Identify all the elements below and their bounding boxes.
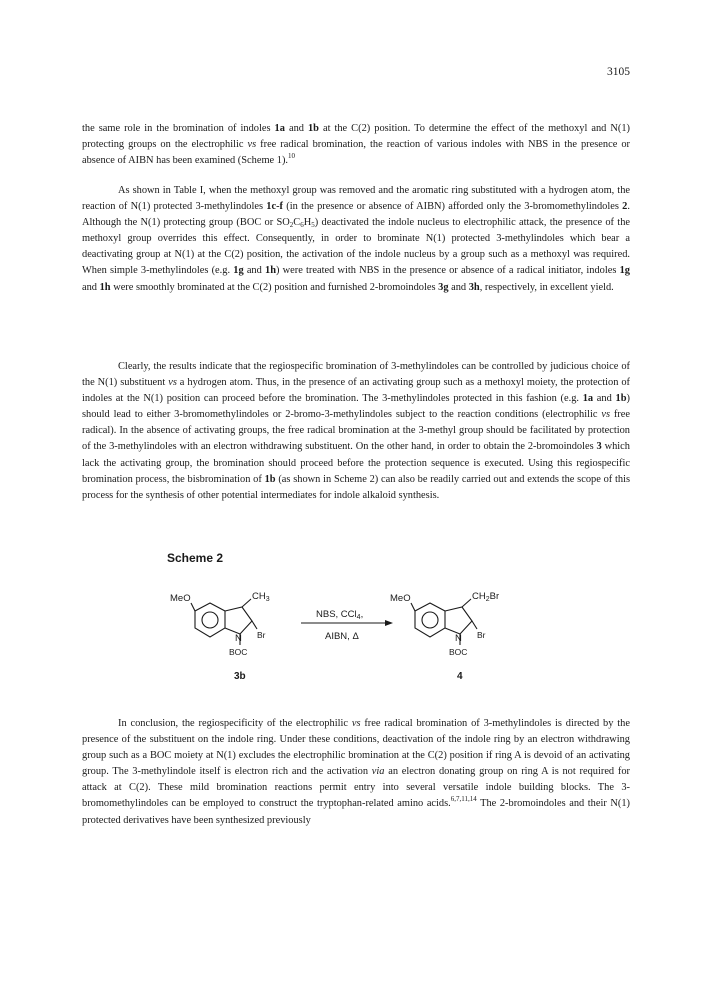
italic-vs: vs <box>601 409 610 421</box>
compound-ref: 1b <box>307 123 319 134</box>
ch3-label: $CH_3$ <box>252 591 270 603</box>
reagents-top: NBS, CCl$_4$, <box>316 609 364 621</box>
compound-ref: 1b <box>264 473 276 485</box>
text-run: and <box>243 265 266 277</box>
text-run: , respectively, in excellent yield. <box>479 281 614 293</box>
text-run: and <box>284 123 308 134</box>
text-run: In conclusion, the regiospecificity of the electrophilic <box>118 718 352 729</box>
subscript: 6 <box>300 221 304 230</box>
text-run: which lack the activating group, the bromination should proceed before the protection sequence is executed. Using this regiospecific bromination process, the bisbromination of <box>82 441 630 485</box>
reagents-bottom: AIBN, Δ <box>325 631 359 642</box>
text-run: (in the presence or absence of AIBN) afforded only the 3-bromomethylindoles <box>283 201 623 213</box>
italic-vs: vs <box>168 377 177 389</box>
text-run: the same role in the bromination of indoles <box>82 123 275 134</box>
text-run: free radical bromination, the reaction of various indoles with NBS in the presence or absence of AIBN has been examined (Scheme 1). <box>82 139 630 167</box>
text-run: free radical). In the absence of activating groups, the free radical bromination at the 3-methyl group should be facilitated by protection of the 3-methylindoles with an electron withdrawing substituent. On the other hand, in order to obtain the 2-bromoindoles <box>82 409 630 453</box>
text-run: As shown in Table I, when the methoxyl group was removed and the aromatic ring substituted with a hydrogen atom, the reaction of N(1) protected 3-methylindoles <box>82 185 630 213</box>
text-run: The 2-bromoindoles and their N(1) protected derivatives have been synthesized previously <box>82 798 630 826</box>
text-run: H <box>303 217 312 229</box>
meo-label: MeO <box>170 593 191 604</box>
compound-ref: 3h <box>468 281 480 293</box>
text-run: C <box>293 217 301 229</box>
text-run: ) deactivated the indole nucleus to electrophilic attack, the presence of the methoxyl group overrides this effect. Consequently, in order to brominate N(1) protected 3-methylindoles which bear a deactivating group at N(1) at the C(2) position, the activation of the indole nucleus by a group such as a methoxyl was required. When simple 3-methylindoles (e.g. <box>82 217 630 277</box>
compound-ref: 3g <box>438 281 449 293</box>
text-run: (as shown in Scheme 2) can also be readily carried out and extends the scope of this process for the synthesis of other potential intermediates for indole alkaloid synthesis. <box>82 473 631 501</box>
text-run: a hydrogen atom. Thus, in the presence of an activating group such as a methoxyl moiety, the protection of indoles at the N(1) position can proceed before the bromination. The 3-methylindoles protected in this fashion (e.g. <box>82 377 630 405</box>
compound-ref: 1h <box>99 281 111 293</box>
compound-ref: 1b <box>615 393 627 405</box>
br-label: Br <box>257 630 266 640</box>
meo-label: MeO <box>390 593 411 604</box>
compound-label-3b: 3b <box>234 671 246 682</box>
citation: 6,7,11,14 <box>450 795 477 804</box>
page-number: 3105 <box>607 66 630 78</box>
subscript: 5 <box>311 221 315 230</box>
text-run: . Although the N(1) protecting group (BOC or SO <box>82 201 630 229</box>
citation: 10 <box>288 152 296 161</box>
text-run: at the C(2) position. To determine the effect of the methoxyl and N(1) protecting groups on the electrophilic <box>82 123 630 151</box>
br-label: Br <box>477 630 486 640</box>
boc-label: BOC <box>449 647 468 657</box>
text-run: an electron donating group on ring A is not required for attack at C(2). These mild bromination reactions permit entry into several versatile indole building blocks. The 3-bromomethylindoles can be employed to construct the tryptophan-related amino acids. <box>82 766 630 810</box>
text-run: ) were treated with NBS in the presence or absence of a radical initiator, indoles <box>276 265 620 277</box>
text-run: and <box>593 393 616 405</box>
text-run: and <box>82 281 100 293</box>
subscript: 2 <box>289 221 294 230</box>
compound-ref: 1h <box>265 265 276 277</box>
compound-ref: 2 <box>622 201 628 213</box>
italic-via: via <box>371 766 385 778</box>
paragraph-4 <box>82 716 630 829</box>
compound-ref: 1c-f <box>266 201 284 213</box>
indole-structure-4 <box>411 599 477 645</box>
compound-ref: 1a <box>582 393 594 405</box>
scheme-title: Scheme 2 <box>167 551 224 565</box>
n-label: N <box>455 633 462 644</box>
compound-ref: 1a <box>274 123 285 134</box>
compound-ref: 1g <box>619 265 630 277</box>
indole-structure-3b <box>191 599 257 645</box>
compound-ref: 1g <box>233 265 244 277</box>
compound-ref: 3 <box>596 441 602 453</box>
text-run: ) should lead to either 3-bromomethylindoles or 2-bromo-3-methylindoles subject to the reaction conditions (electrophilic <box>82 393 630 421</box>
italic-vs: vs <box>247 139 257 151</box>
text-run: free radical bromination of 3-methylindoles is directed by the presence of the substituent on the indole ring. Under these conditions, deactivation of the indole ring by an electron withdrawing group such as a BOC moiety at N(1) excludes the electrophilic bromination at the C(2) position if ring A is devoid of an activating group. The 3-methylindole itself is electron rich and the activation <box>82 718 630 778</box>
italic-vs: vs <box>351 718 361 729</box>
ch2br-label: $CH_2Br$ <box>472 591 500 603</box>
text-run: Clearly, the results indicate that the regiospecific bromination of 3-methylindoles can be controlled by judicious choice of the N(1) substituent <box>82 361 630 389</box>
boc-label: BOC <box>229 647 248 657</box>
text-run: and <box>448 281 469 293</box>
compound-label-4: 4 <box>457 671 463 682</box>
text-run: were smoothly brominated at the C(2) position and furnished 2-bromoindoles <box>110 281 439 293</box>
arrow-head <box>385 620 393 626</box>
n-label: N <box>235 633 242 644</box>
